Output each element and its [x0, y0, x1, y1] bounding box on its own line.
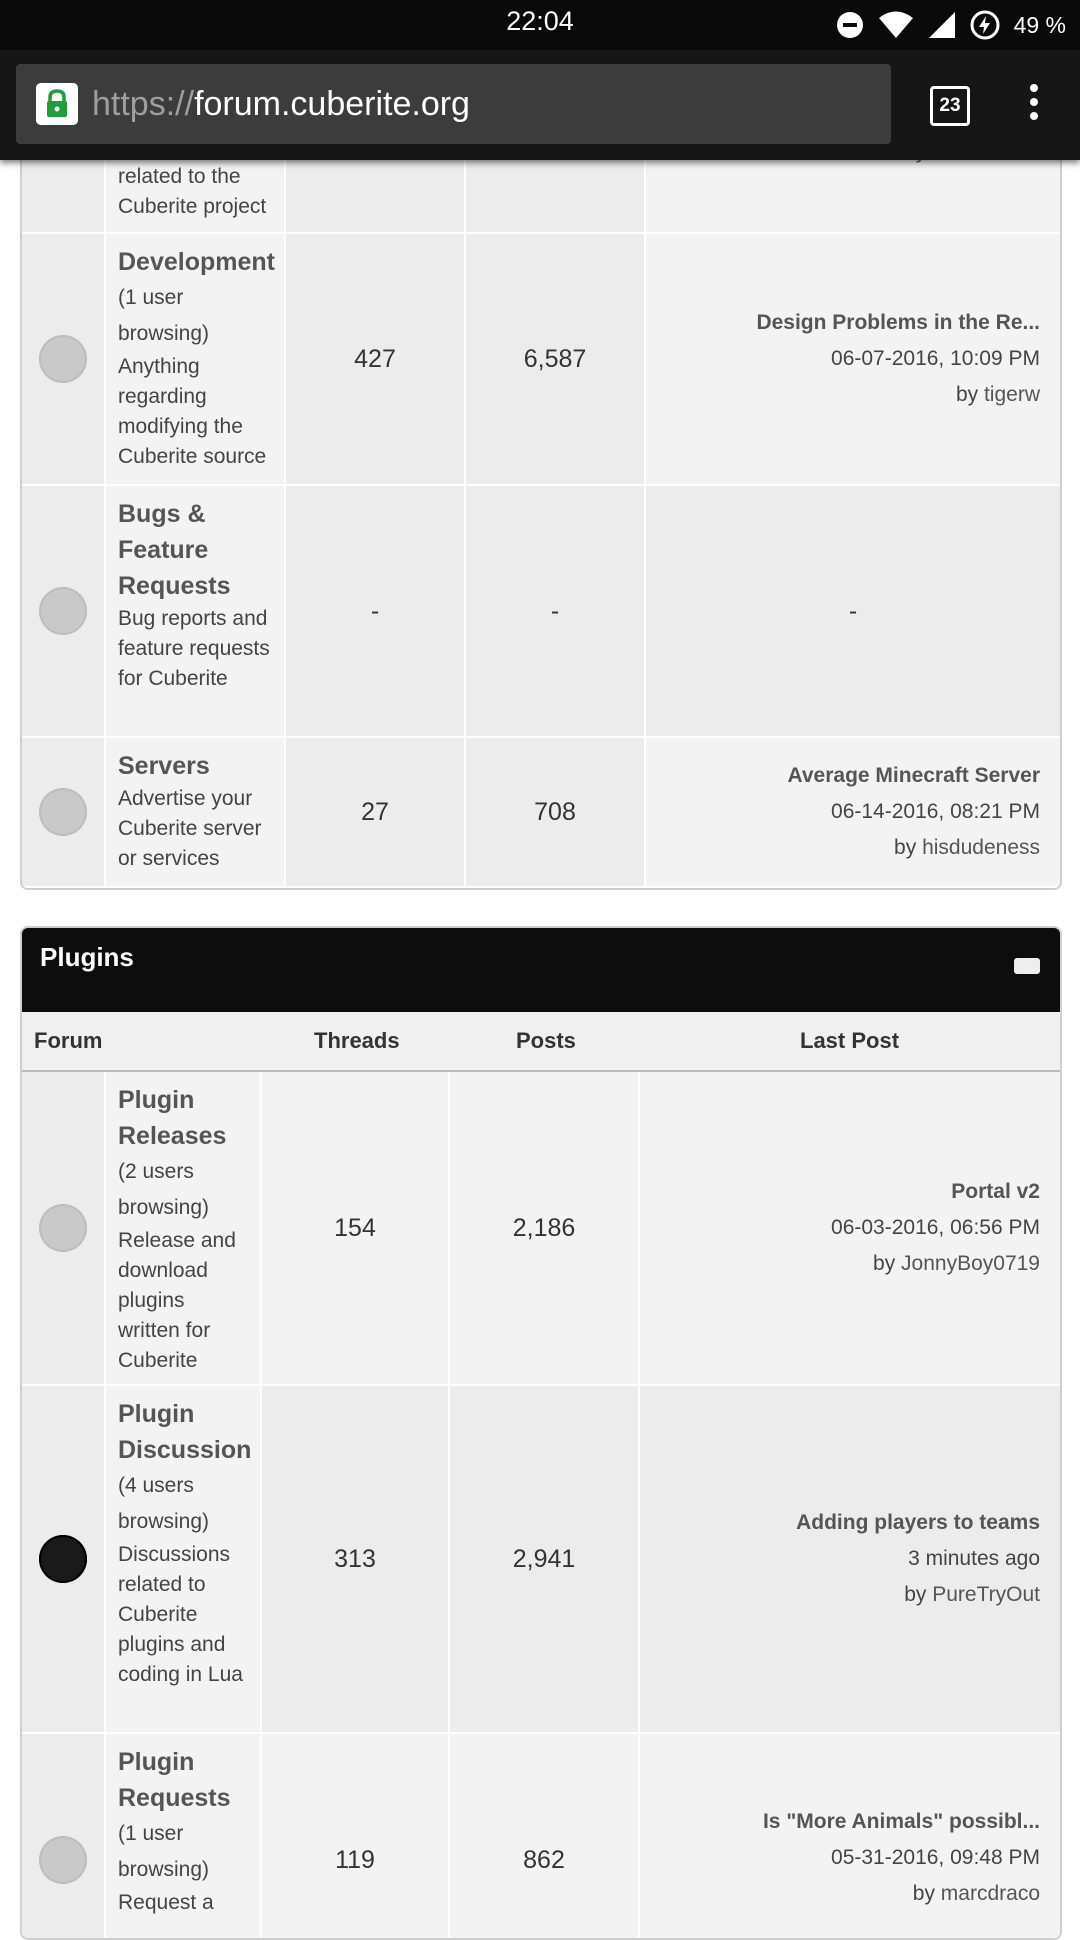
- forum-link-bugs[interactable]: Bugs & Feature Requests: [118, 500, 231, 600]
- forum-description: Anything regarding modifying the Cuberite source: [118, 355, 267, 468]
- tab-switcher-button[interactable]: 23: [930, 86, 970, 126]
- table-row: [22, 1734, 1060, 1940]
- url-bar[interactable]: [16, 64, 891, 144]
- last-post-date: 06-14-2016, 08:21 PM: [831, 800, 1040, 823]
- forum-info-cell: [106, 1386, 262, 1734]
- forum-read-status-icon: [39, 788, 87, 836]
- forum-status-cell: [22, 738, 106, 888]
- last-post-by-label: by: [955, 383, 979, 406]
- forum-info-cell: [106, 1072, 262, 1386]
- battery-level: 49 %: [1013, 11, 1066, 38]
- category-title[interactable]: Plugins: [40, 942, 134, 972]
- table-row: [22, 234, 1060, 486]
- forum-info-cell: [106, 1734, 262, 1940]
- forum-description: Discussions related to Cuberite plugins and coding in Lua: [118, 1543, 243, 1686]
- last-post-by-label: by: [873, 1252, 896, 1275]
- battery-charging-icon: [970, 10, 1000, 40]
- posts-count: 6,587: [466, 234, 646, 486]
- forum-status-cell: [22, 486, 106, 738]
- browsing-count: (1 user browsing): [118, 1822, 210, 1881]
- threads-count: 154: [262, 1072, 450, 1386]
- threads-count: 313: [262, 1386, 450, 1734]
- category-header: [22, 928, 1060, 1012]
- last-post-cell: [640, 1386, 1060, 1734]
- last-post-date: 05-31-2016, 09:48 PM: [831, 1846, 1040, 1869]
- forum-description: Request a: [118, 1891, 214, 1914]
- posts-count: 862: [523, 1845, 565, 1874]
- last-post-title[interactable]: Portal v2: [951, 1180, 1040, 1203]
- forum-status-cell: [22, 1072, 106, 1386]
- forum-info-cell: [106, 486, 286, 738]
- last-post-cell: [646, 234, 1060, 486]
- column-header-threads: Threads: [314, 1028, 400, 1053]
- threads-count: 427: [286, 234, 466, 486]
- column-header-posts: Posts: [516, 1028, 576, 1053]
- forum-unread-status-icon: [39, 1535, 87, 1583]
- last-post-date: 3 minutes ago: [908, 1547, 1040, 1570]
- threads-cell: [262, 1734, 450, 1940]
- collapse-icon[interactable]: [1014, 958, 1040, 974]
- last-post-title[interactable]: Adding players to teams: [796, 1511, 1040, 1534]
- last-post-title[interactable]: Average Minecraft Server: [787, 764, 1040, 787]
- url-text[interactable]: https://forum.cuberite.org: [92, 85, 470, 123]
- column-headers: [22, 1012, 1060, 1072]
- forum-link-plugin-releases[interactable]: Plugin Releases: [118, 1086, 227, 1150]
- overflow-menu-icon[interactable]: [1020, 84, 1048, 124]
- last-post-by-label: by: [904, 1583, 927, 1606]
- forum-read-status-icon: [39, 1204, 87, 1252]
- last-post-title[interactable]: Design Problems in the Re...: [756, 311, 1040, 334]
- forum-description: Bug reports and feature requests for Cuberite: [118, 607, 270, 690]
- forum-description: Release and download plugins written for Cuberite: [118, 1229, 236, 1372]
- last-post-cell: -: [646, 486, 1060, 738]
- last-post-user[interactable]: marcdraco: [940, 1882, 1040, 1905]
- plugins-category-table: [20, 926, 1062, 1940]
- signal-icon: [928, 11, 956, 39]
- last-post-date: 06-07-2016, 10:09 PM: [831, 347, 1040, 370]
- posts-cell: [450, 1734, 640, 1940]
- lock-icon[interactable]: [36, 83, 78, 125]
- forum-link-plugin-requests[interactable]: Plugin Requests: [118, 1748, 231, 1812]
- threads-count: 119: [335, 1845, 375, 1874]
- last-post-cell: [640, 1734, 1060, 1940]
- browsing-count: (4 users browsing): [118, 1474, 210, 1533]
- forum-link-servers[interactable]: Servers: [118, 752, 210, 780]
- last-post-by-label: by: [894, 836, 917, 859]
- forum-info-cell: [106, 738, 286, 888]
- posts-count: -: [466, 486, 646, 738]
- last-post-user[interactable]: hisdudeness: [922, 836, 1040, 859]
- forum-description: related to the Cuberite project: [118, 165, 267, 218]
- forum-link-plugin-discussion[interactable]: Plugin Discussion: [118, 1400, 252, 1464]
- status-time: 22:04: [506, 6, 574, 36]
- browsing-count: (1 user browsing): [118, 286, 210, 345]
- table-row: [22, 738, 1060, 888]
- forum-read-status-icon: [39, 587, 87, 635]
- last-post-by-label: by: [912, 1882, 935, 1905]
- forum-read-status-icon: [39, 1836, 87, 1884]
- column-header-forum: Forum: [34, 1028, 103, 1053]
- last-post-cell: [646, 738, 1060, 888]
- status-bar: [0, 0, 1080, 50]
- last-post-date: 06-03-2016, 06:56 PM: [831, 1216, 1040, 1239]
- browsing-count: (2 users browsing): [118, 1160, 210, 1219]
- last-post-title[interactable]: Is "More Animals" possibl...: [762, 1810, 1040, 1833]
- last-post-cell: [640, 1072, 1060, 1386]
- posts-count: 2,186: [450, 1072, 640, 1386]
- table-row: [22, 1072, 1060, 1386]
- last-post-user[interactable]: JonnyBoy0719: [901, 1252, 1040, 1275]
- wifi-icon: [878, 11, 914, 39]
- table-row: [22, 1386, 1060, 1734]
- posts-count: 2,941: [450, 1386, 640, 1734]
- forum-info-cell: [106, 234, 286, 486]
- threads-count: 27: [286, 738, 466, 888]
- table-row: [22, 486, 1060, 738]
- forum-status-cell: [22, 1386, 106, 1734]
- forum-description: Advertise your Cuberite server or services: [118, 787, 262, 870]
- dnd-icon: [836, 11, 864, 39]
- posts-count: 708: [466, 738, 646, 888]
- forum-link-development[interactable]: Development: [118, 248, 275, 276]
- last-post-user[interactable]: PureTryOut: [932, 1583, 1040, 1606]
- forum-read-status-icon: [39, 335, 87, 383]
- column-header-last-post: Last Post: [800, 1028, 900, 1053]
- last-post-user[interactable]: tigerw: [983, 383, 1040, 406]
- forum-status-cell: [22, 234, 106, 486]
- browser-toolbar: [0, 50, 1080, 160]
- forum-status-cell: [22, 1734, 106, 1940]
- threads-count: -: [286, 486, 466, 738]
